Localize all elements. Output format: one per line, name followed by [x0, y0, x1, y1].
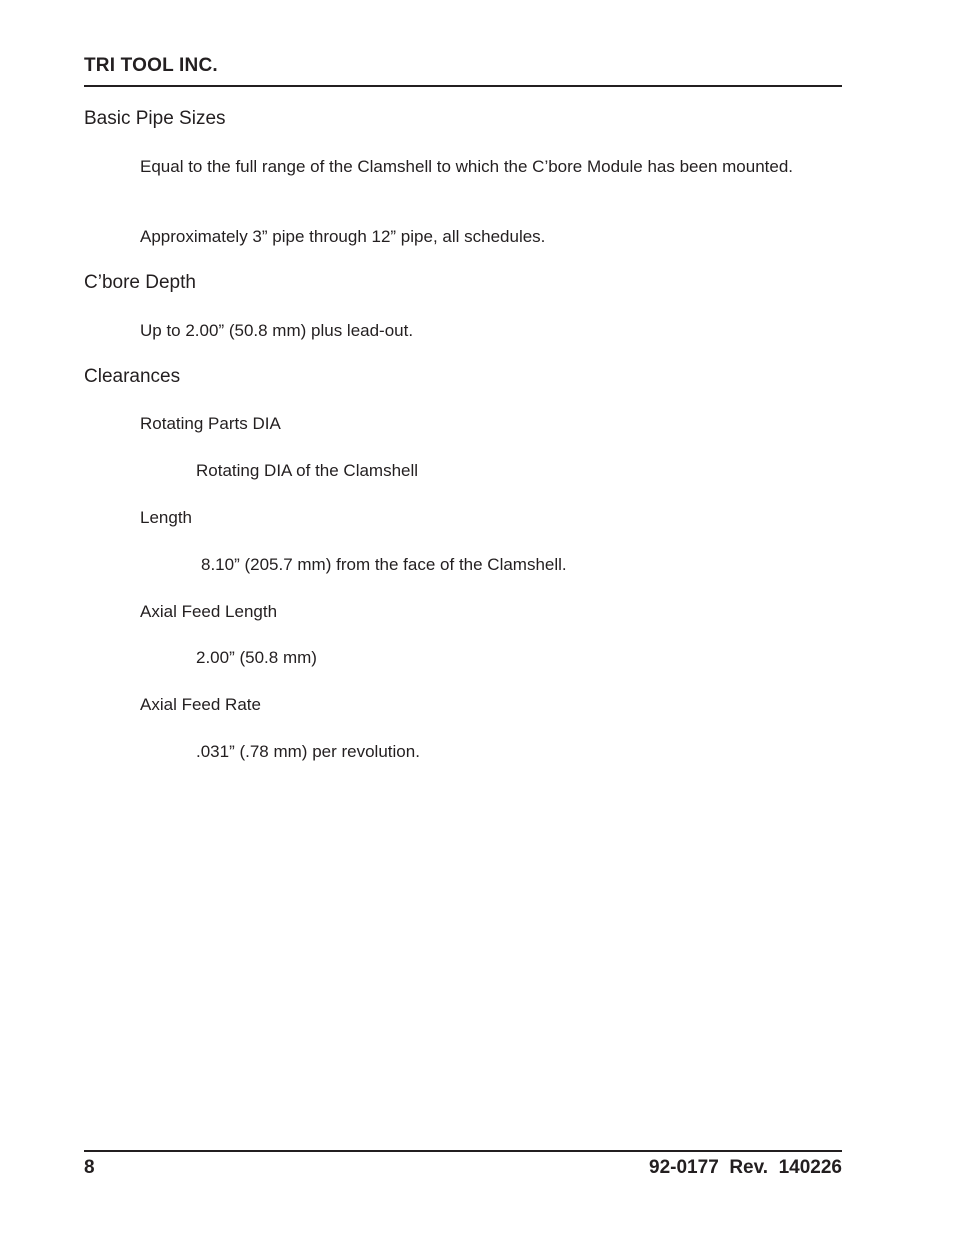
page-footer: [84, 1150, 842, 1186]
basic-pipe-sizes-approx-text: Approximately 3” pipe through 12” pipe, all schedules.: [140, 227, 546, 246]
company-name: TRI TOOL INC.: [84, 55, 218, 76]
axial-feed-rate-value: .031” (.78 mm) per revolution.: [196, 742, 420, 761]
heading-cbore-depth: C’bore Depth: [84, 272, 196, 293]
axial-feed-rate-label: Axial Feed Rate: [140, 695, 261, 714]
document-revision: 92-0177 Rev. 140226: [649, 1157, 842, 1178]
heading-basic-pipe-sizes: Basic Pipe Sizes: [84, 108, 226, 129]
page-header: [84, 52, 842, 87]
length-label: Length: [140, 508, 192, 527]
heading-clearances: Clearances: [84, 366, 181, 387]
basic-pipe-sizes-range-text: Equal to the full range of the Clamshell to which the C’bore Module has been mounted.: [140, 157, 794, 176]
page-number: 8: [84, 1157, 95, 1178]
axial-feed-length-label: Axial Feed Length: [140, 602, 278, 621]
length-value: 8.10” (205.7 mm) from the face of the Clamshell.: [201, 555, 567, 574]
cbore-depth-text: Up to 2.00” (50.8 mm) plus lead-out.: [140, 321, 414, 340]
rotating-parts-label: Rotating Parts DIA: [140, 414, 281, 433]
axial-feed-length-value: 2.00” (50.8 mm): [196, 648, 317, 667]
rotating-parts-value: Rotating DIA of the Clamshell: [196, 461, 419, 480]
